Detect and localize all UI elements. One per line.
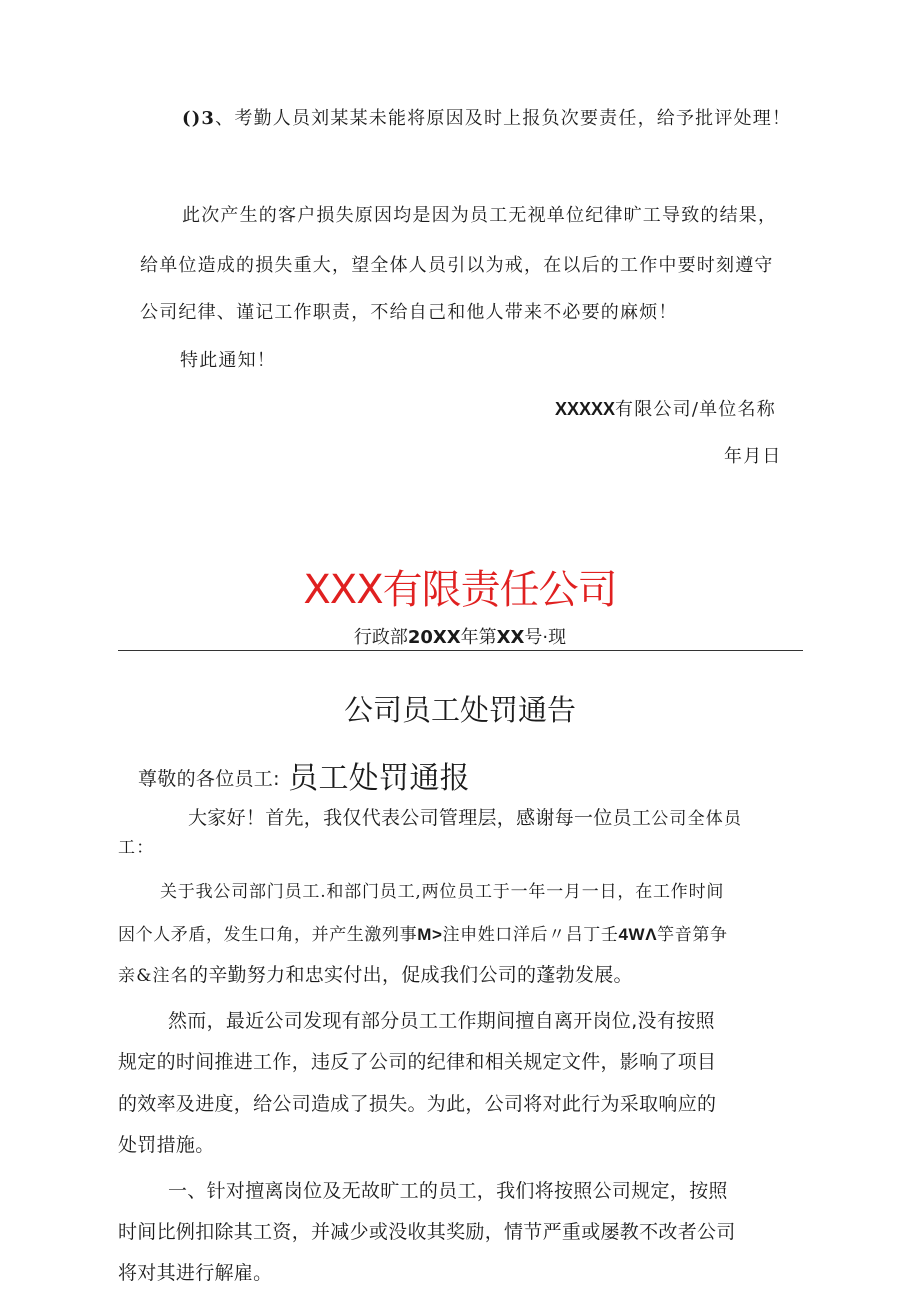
- item3-prefix: ()3: [182, 108, 216, 129]
- greeting-overlay-title: 员工处罚通报: [288, 761, 470, 796]
- notice-line-4d: 4WΛ: [618, 925, 658, 944]
- doc-number-dept: 行政部: [353, 627, 408, 648]
- closing-line: 特此通知！: [180, 350, 276, 371]
- notice-line-4e: 竽音第争: [657, 925, 728, 945]
- doc-number-suffix: 号·现: [524, 627, 567, 648]
- notice-line-4b: M>: [417, 925, 443, 944]
- para2-line-2: 规定的时间推进工作，违反了公司的纪律和相关规定文件，影响了项目: [118, 1051, 717, 1073]
- paragraph-line-2: 给单位造成的损失重大，望全体人员引以为戒，在以后的工作中要时刻遵守: [140, 255, 774, 276]
- signature-name: 有限公司/单位名称: [615, 399, 776, 420]
- paragraph-line-1: 此次产生的客户损失原因均是因为员工无视单位纪律旷工导致的结果，: [182, 205, 778, 226]
- notice-title: 公司员工处罚通告: [343, 693, 576, 727]
- item3-text: 、考勤人员刘某某未能将原因及时上报负次要责任，给予批评处理！: [215, 108, 792, 129]
- doc-number-xx: XX: [496, 627, 525, 648]
- para3-line-3: 将对其进行解雇。: [118, 1262, 273, 1284]
- paragraph-line-3: 公司纪律、谨记工作职责，不给自己和他人带来不必要的麻烦！: [140, 302, 678, 323]
- para2-line-4: 处罚措施。: [118, 1134, 215, 1156]
- header-divider: [118, 650, 803, 651]
- notice-line-5: [118, 960, 633, 987]
- document-number: [0, 623, 920, 649]
- greeting-line: [138, 750, 470, 794]
- notice-line-1b: 公司全体员: [651, 809, 743, 829]
- notice-line-3: 关于我公司部门员工.和部门员工,两位员工于一年一月一日，在工作时间: [160, 882, 725, 902]
- para2-line-3: 的效率及进度，给公司造成了损失。为此，公司将对此行为采取响应的: [118, 1093, 717, 1115]
- greeting-text: 尊敬的各位员工:: [138, 768, 280, 790]
- notice-line-5a: 亲&注名: [118, 966, 189, 986]
- signature-prefix: XXXXX: [555, 399, 616, 419]
- doc-number-mid: 年第: [460, 627, 497, 648]
- notice-line-1: [188, 803, 742, 830]
- notice-line-2: 工：: [118, 838, 155, 858]
- signature-line: [555, 395, 776, 421]
- header-company-name: XXX有限责任公司: [303, 567, 617, 613]
- notice-line-4a: 因个人矛盾，发生口角，并产生激列事: [118, 925, 418, 945]
- para3-line-2: 时间比例扣除其工资，并减少或没收其奖励，情节严重或屡教不改者公司: [118, 1221, 736, 1243]
- date-line: 年月日: [724, 446, 782, 467]
- notice-line-4c: 注申姓口洋后〃吕丁壬: [442, 925, 619, 945]
- para2-line-1: 然而，最近公司发现有部分员工工作期间擅自离开岗位,没有按照: [168, 1010, 715, 1032]
- notice-line-5b: 的辛勤努力和忠实付出，促成我们公司的蓬勃发展。: [188, 964, 633, 986]
- para3-line-1: 一、针对擅离岗位及无故旷工的员工，我们将按照公司规定，按照: [168, 1180, 728, 1202]
- notice-line-1a: 大家好！首先，我仅代表公司管理层，感谢每一位员工: [188, 807, 652, 829]
- notice-line-4: [118, 920, 728, 945]
- doc-number-year: 20XX: [407, 627, 461, 648]
- item3-line: [182, 104, 791, 130]
